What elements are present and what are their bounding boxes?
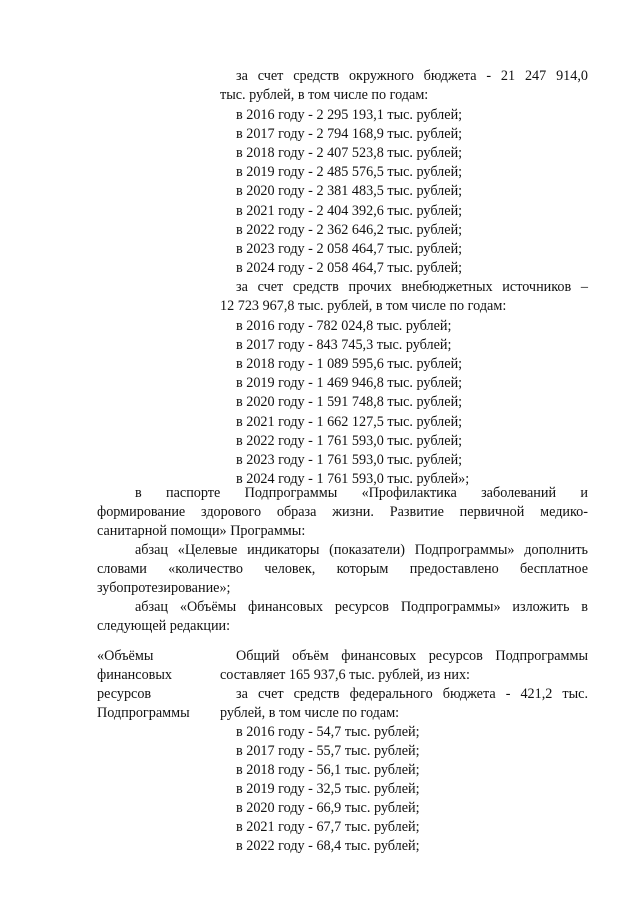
federal-year-item: в 2022 году - 68,4 тыс. рублей; <box>236 838 420 854</box>
vneb-year-item: в 2021 году - 1 662 127,5 тыс. рублей; <box>236 414 463 430</box>
federal-year-item: в 2019 году - 32,5 тыс. рублей; <box>236 781 420 797</box>
vneb-year-item: в 2022 году - 1 761 593,0 тыс. рублей; <box>236 433 463 449</box>
okr-year-item: в 2018 году - 2 407 523,8 тыс. рублей; <box>236 145 463 161</box>
okr-year-item: в 2020 году - 2 381 483,5 тыс. рублей; <box>236 183 463 199</box>
vneb-year-item: в 2023 году - 1 761 593,0 тыс. рублей; <box>236 452 463 468</box>
federal-year-item: в 2020 году - 66,9 тыс. рублей; <box>236 800 420 816</box>
paragraph-passport-line-2: формирование здорового образа жизни. Развитие первичной медико- <box>97 504 588 520</box>
okr-year-item: в 2023 году - 2 058 464,7 тыс. рублей; <box>236 241 463 257</box>
paragraph-indicators-line-1: абзац «Целевые индикаторы (показатели) Подпрограммы» дополнить <box>135 542 588 558</box>
okr-year-item: в 2021 году - 2 404 392,6 тыс. рублей; <box>236 203 463 219</box>
okr-intro-line-1: за счет средств окружного бюджета - 21 247 914,0 <box>236 68 588 84</box>
federal-year-item: в 2016 году - 54,7 тыс. рублей; <box>236 724 420 740</box>
table-label-line: Подпрограммы <box>97 705 190 721</box>
paragraph-resources-line-2: следующей редакции: <box>97 618 231 634</box>
federal-year-item: в 2017 году - 55,7 тыс. рублей; <box>236 743 420 759</box>
okr-intro-line-2: тыс. рублей, в том числе по годам: <box>220 87 429 103</box>
vneb-year-item: в 2018 году - 1 089 595,6 тыс. рублей; <box>236 356 463 372</box>
okr-year-item: в 2022 году - 2 362 646,2 тыс. рублей; <box>236 222 463 238</box>
vneb-intro-line-2: 12 723 967,8 тыс. рублей, в том числе по годам: <box>220 298 507 314</box>
paragraph-indicators-line-2: словами «количество человек, которым предоставлено бесплатное <box>97 561 588 577</box>
vneb-intro-line-1: за счет средств прочих внебюджетных источников – <box>236 279 588 295</box>
okr-year-item: в 2024 году - 2 058 464,7 тыс. рублей; <box>236 260 463 276</box>
paragraph-resources-line-1: абзац «Объёмы финансовых ресурсов Подпрограммы» изложить в <box>135 599 588 615</box>
vneb-year-item: в 2017 году - 843 745,3 тыс. рублей; <box>236 337 452 353</box>
table-label-line: ресурсов <box>97 686 152 702</box>
table-label-line: «Объёмы <box>97 648 154 664</box>
paragraph-indicators-line-3: зубопротезирование»; <box>97 580 231 596</box>
vneb-year-item: в 2024 году - 1 761 593,0 тыс. рублей»; <box>236 471 470 487</box>
vneb-year-item: в 2019 году - 1 469 946,8 тыс. рублей; <box>236 375 463 391</box>
table-label-line: финансовых <box>97 667 172 683</box>
table-federal-line-1: за счет средств федерального бюджета - 421,2 тыс. <box>236 686 588 702</box>
federal-year-item: в 2021 году - 67,7 тыс. рублей; <box>236 819 420 835</box>
federal-year-item: в 2018 году - 56,1 тыс. рублей; <box>236 762 420 778</box>
okr-year-item: в 2019 году - 2 485 576,5 тыс. рублей; <box>236 164 463 180</box>
paragraph-passport-line-1: в паспорте Подпрограммы «Профилактика заболеваний и <box>135 485 588 501</box>
okr-year-item: в 2016 году - 2 295 193,1 тыс. рублей; <box>236 107 463 123</box>
paragraph-passport-line-3: санитарной помощи» Программы: <box>97 523 306 539</box>
table-total-line-1: Общий объём финансовых ресурсов Подпрограммы <box>236 648 588 664</box>
table-total-line-2: составляет 165 937,6 тыс. рублей, из них: <box>220 667 470 683</box>
table-federal-line-2: рублей, в том числе по годам: <box>220 705 400 721</box>
vneb-year-item: в 2020 году - 1 591 748,8 тыс. рублей; <box>236 394 463 410</box>
okr-year-item: в 2017 году - 2 794 168,9 тыс. рублей; <box>236 126 463 142</box>
vneb-year-item: в 2016 году - 782 024,8 тыс. рублей; <box>236 318 452 334</box>
